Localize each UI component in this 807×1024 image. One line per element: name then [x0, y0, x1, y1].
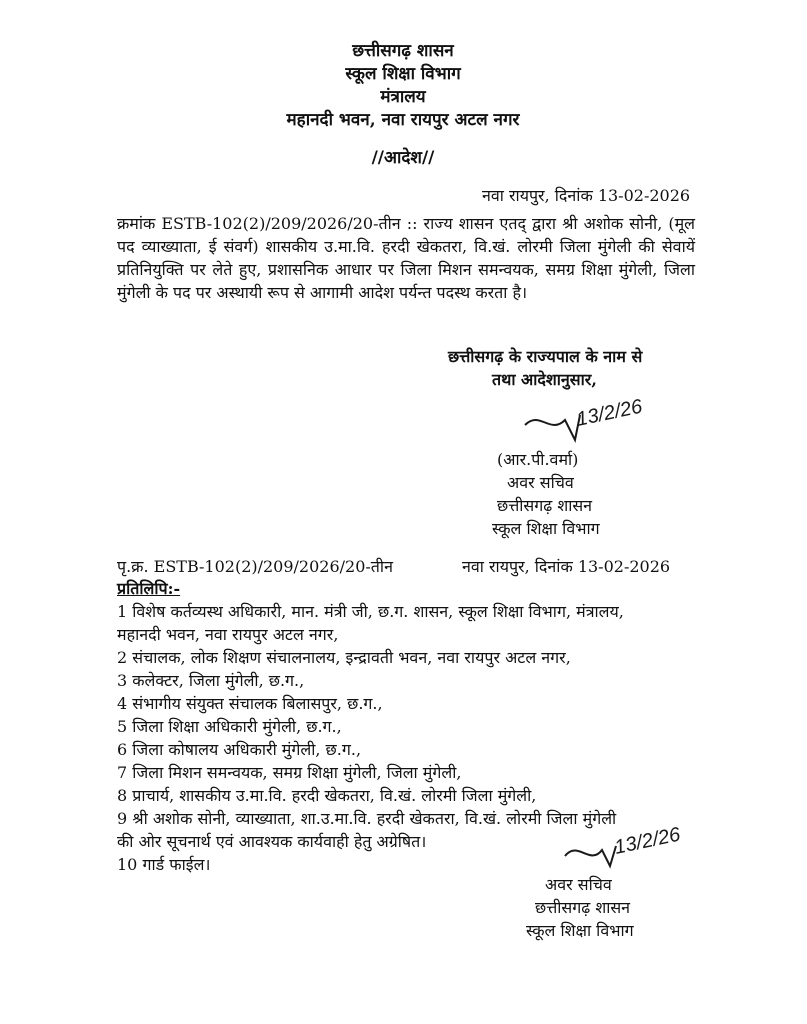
copy-line-10: 9 श्री अशोक सोनी, व्याख्याता, शा.उ.मा.वि. हरदी खेकतरा, वि.खं. लोरमी जिला मुंगेली — [117, 809, 617, 828]
signatory-1-govt: छत्तीसगढ़ शासन — [497, 496, 593, 515]
copy-list — [117, 600, 624, 876]
copy-line-11: की ओर सूचनार्थ एवं आवश्यक कार्यवाही हेतु अग्रेषित। — [117, 832, 427, 851]
copy-line-7: 6 जिला कोषालय अधिकारी मुंगेली, छ.ग., — [117, 740, 362, 759]
copy-line-8: 7 जिला मिशन समन्वयक, समग्र शिक्षा मुंगेली, जिला मुंगेली, — [117, 763, 462, 782]
authority-line-1: छत्तीसगढ़ के राज्यपाल के नाम से — [448, 347, 643, 366]
copy-line-12: 10 गार्ड फाईल। — [117, 855, 211, 874]
copy-line-4: 3 कलेक्टर, जिला मुंगेली, छ.ग., — [117, 671, 305, 690]
signature-2 — [560, 818, 690, 878]
header-address: महानदी भवन, नवा रायपुर अटल नगर — [286, 110, 520, 130]
signatory-1-name: (आर.पी.वर्मा) — [497, 450, 579, 469]
order-body: क्रमांक ESTB-102(2)/209/2026/20-तीन :: राज्य शासन एतद् द्वारा श्री अशोक सोनी, (मूल पद व्याख्याता, ई संवर्ग) शासकीय उ.मा.वि. हरदी खेकतरा, वि.खं. लोरमी जिला मुंगेली की सेवायें प्रतिनियुक्ति पर लेते हुए, प्रशासनिक आधार पर जिला मिशन समन्वयक, समग्र शिक्षा मुंगेली, जिला मुंगेली के पद पर अस्थायी रूप से आगामी आदेश पर्यन्त पदस्थ करता है। — [117, 214, 695, 302]
signatory-1-dept: स्कूल शिक्षा विभाग — [492, 519, 600, 538]
endorsement-date: नवा रायपुर, दिनांक 13-02-2026 — [462, 557, 671, 576]
copy-line-6: 5 जिला शिक्षा अधिकारी मुंगेली, छ.ग., — [117, 717, 342, 736]
signatory-2-govt: छत्तीसगढ़ शासन — [535, 898, 631, 917]
order-title: //आदेश// — [371, 148, 435, 168]
signatory-2-dept: स्कूल शिक्षा विभाग — [526, 921, 634, 940]
header-department: स्कूल शिक्षा विभाग — [345, 64, 461, 84]
signatory-2-designation: अवर सचिव — [545, 875, 612, 894]
order-date: नवा रायपुर, दिनांक 13-02-2026 — [482, 186, 691, 205]
signature-2-date: 13/2/26 — [612, 823, 683, 859]
signatory-1-designation: अवर सचिव — [507, 473, 574, 492]
header-secretariat: मंत्रालय — [380, 87, 426, 107]
header-government: छत्तीसगढ़ शासन — [352, 41, 454, 61]
copy-line-1: 1 विशेष कर्तव्यस्थ अधिकारी, मान. मंत्री जी, छ.ग. शासन, स्कूल शिक्षा विभाग, मंत्रालय, — [117, 602, 624, 621]
endorsement-number: पृ.क्र. ESTB-102(2)/209/2026/20-तीन — [117, 557, 393, 576]
copy-line-5: 4 संभागीय संयुक्त संचालक बिलासपुर, छ.ग., — [117, 694, 383, 713]
copy-line-2: महानदी भवन, नवा रायपुर अटल नगर, — [117, 625, 339, 644]
signature-1 — [520, 390, 650, 450]
copy-line-3: 2 संचालक, लोक शिक्षण संचालनालय, इन्द्रावती भवन, नवा रायपुर अटल नगर, — [117, 648, 571, 667]
copy-heading: प्रतिलिपि:- — [117, 579, 181, 598]
authority-line-2: तथा आदेशानुसार, — [492, 370, 597, 389]
copy-line-9: 8 प्राचार्य, शासकीय उ.मा.वि. हरदी खेकतरा, वि.खं. लोरमी जिला मुंगेली, — [117, 786, 537, 805]
signature-1-date: 13/2/26 — [574, 395, 645, 431]
